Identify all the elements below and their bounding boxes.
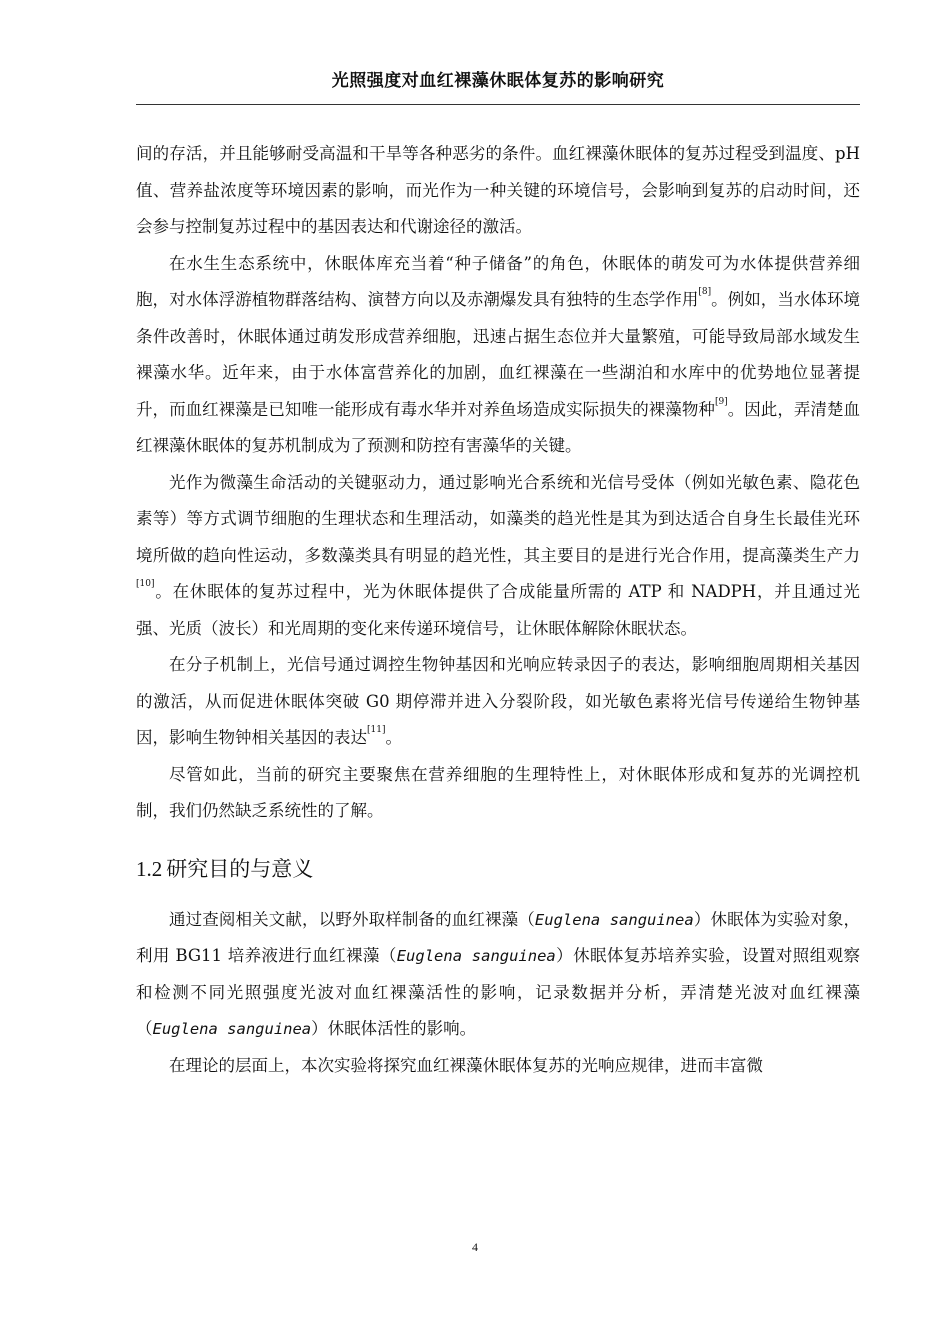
citation-9: [9] xyxy=(714,396,728,407)
paragraph-4-text-a: 在分子机制上，光信号通过调控生物钟基因和光响应转录因子的表达，影响细胞周期相关基因的激活，从而促进休眠体突破 G0 期停滞并进入分裂阶段，如光敏色素将光信号传递给生物钟基因，影响生物钟相关基因的表达 xyxy=(136,655,860,747)
section-paragraph-2 xyxy=(136,1048,860,1085)
paragraph-2-text-c: 。因此，弄清楚血红裸藻休眠体的复苏机制成为了预测和防控有害藻华的关键。 xyxy=(136,399,861,455)
page-number: 4 xyxy=(472,1240,478,1254)
species-name-2: Euglena sanguinea xyxy=(396,947,556,965)
header-rule xyxy=(136,104,860,105)
section-heading xyxy=(136,852,860,886)
paragraph-2-text-b: 。例如，当水体环境条件改善时，休眠体通过萌发形成营养细胞，迅速占据生态位并大量繁殖，可能导致局部水域发生裸藻水华。近年来，由于水体富营养化的加剧，血红裸藻在一些湖泊和水库中的优势地位显著提升，而血红裸藻是已知唯一能形成有毒水华并对养鱼场造成实际损失的裸藻物种 xyxy=(136,290,861,419)
running-header: 光照强度对血红裸藻休眠体复苏的影响研究 xyxy=(331,71,665,91)
paragraph-2 xyxy=(136,246,860,465)
species-name-1: Euglena sanguinea xyxy=(534,910,694,929)
paragraph-2-text-a: 在水生生态系统中，休眠体库充当着“种子储备”的角色，休眠体的萌发可为水体提供营养细胞，对水体浮游植物群落结构、演替方向以及赤潮爆发具有独特的生态学作用 xyxy=(136,253,860,309)
paragraph-3 xyxy=(136,465,860,648)
species-name-3: Euglena sanguinea xyxy=(152,1020,312,1038)
section-paragraph-1-text-b: ）休眠体为实验对象，利用 BG11 培养液进行血红裸藻（ xyxy=(136,909,861,965)
paragraph-5 xyxy=(136,757,860,830)
section-paragraph-1 xyxy=(136,902,860,1048)
paragraph-4 xyxy=(136,647,860,757)
section-paragraph-2-text: 在理论的层面上，本次实验将探究血红裸藻休眠体复苏的光响应规律，进而丰富微 xyxy=(169,1055,763,1075)
section-paragraph-1-text-a: 通过查阅相关文献，以野外取样制备的血红裸藻（ xyxy=(169,909,535,929)
paragraph-5-text: 尽管如此，当前的研究主要聚焦在营养细胞的生理特性上，对休眠体形成和复苏的光调控机制，我们仍然缺乏系统性的了解。 xyxy=(136,764,860,820)
page-body xyxy=(136,136,860,1084)
paragraph-1 xyxy=(136,136,860,246)
citation-10: [10] xyxy=(136,579,155,589)
section-paragraph-1-text-c: ）休眠体复苏培养实验，设置对照组观察和检测不同光照强度光波对血红裸藻活性的影响，记录数据并分析，弄清楚光波对血红裸藻（ xyxy=(136,946,860,1038)
section-number: 1.2 xyxy=(136,856,163,881)
citation-11: [11] xyxy=(367,725,386,735)
section-paragraph-1-text-d: ）休眠体活性的影响。 xyxy=(311,1019,477,1038)
paragraph-4-text-b: 。 xyxy=(385,728,402,747)
section-title: 研究目的与意义 xyxy=(166,856,314,881)
citation-8: [8] xyxy=(698,287,712,297)
paragraph-3-text-a: 光作为微藻生命活动的关键驱动力，通过影响光合系统和光信号受体（例如光敏色素、隐花色素等）等方式调节细胞的生理状态和生理活动，如藻类的趋光性是其为到达适合自身生长最佳光环境所做的趋向性运动，多数藻类具有明显的趋光性，其主要目的是进行光合作用，提高藻类生产力 xyxy=(136,472,860,565)
paragraph-3-text-b: 。在休眠体的复苏过程中，光为休眠体提供了合成能量所需的 ATP 和 NADPH，并且通过光强、光质（波长）和光周期的变化来传递环境信号，让休眠体解除休眠状态。 xyxy=(136,582,860,638)
paragraph-1-text: 间的存活，并且能够耐受高温和干旱等各种恶劣的条件。血红裸藻休眠体的复苏过程受到温度、pH 值、营养盐浓度等环境因素的影响，而光作为一种关键的环境信号，会影响到复苏的启动时间，还会参与控制复苏过程中的基因表达和代谢途径的激活。 xyxy=(136,144,860,236)
